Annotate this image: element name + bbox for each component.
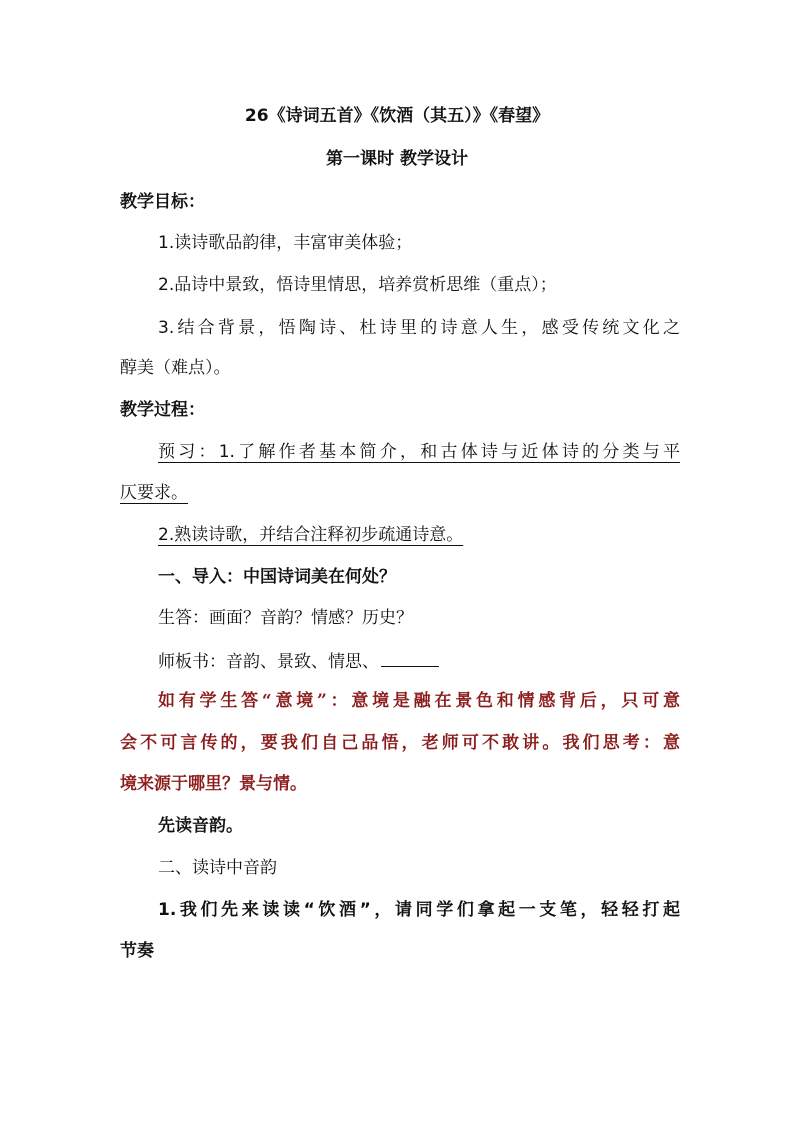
note-line-3: 境来源于哪里？景与情。 xyxy=(120,774,307,794)
document-title: 26《诗词五首》《饮酒（其五）》《春望》 xyxy=(244,106,550,126)
note-line-2: 会不可言传的，要我们自己品悟，老师可不敢讲。我们思考：意 xyxy=(120,733,680,753)
section1-heading: 一、导入：中国诗词美在何处？ xyxy=(158,567,396,587)
objective-item-3: 3.结合背景，悟陶诗、杜诗里的诗意人生，感受传统文化之 xyxy=(158,318,680,338)
objective-item-3-continued: 醇美（难点）。 xyxy=(120,358,231,378)
note-line-1: 如有学生答“意境”：意境是融在景色和情感背后，只可意 xyxy=(158,691,680,711)
objective-item-1: 1.读诗歌品韵律，丰富审美体验； xyxy=(158,233,413,253)
student-answer: 生答：画面？音韵？情感？历史？ xyxy=(158,608,413,628)
section2-step1-line-1: 1.我们先来读读“饮酒”，请同学们拿起一支笔，轻轻打起 xyxy=(158,900,680,920)
teacher-board-text: 师板书：音韵、景致、情思、 xyxy=(158,652,379,672)
next-step: 先读音韵。 xyxy=(158,816,243,836)
preview-line-1-continued xyxy=(120,481,680,505)
preview-line-1: 预习：1.了解作者基本简介，和古体诗与近体诗的分类与平 xyxy=(158,442,680,462)
document-subtitle: 第一课时 教学设计 xyxy=(326,149,468,169)
objective-item-2: 2.品诗中景致，悟诗里情思，培养赏析思维（重点）； xyxy=(158,275,557,295)
process-heading: 教学过程： xyxy=(120,400,205,420)
preview-line-1-continued-text: 仄要求。 xyxy=(120,483,188,503)
teacher-board xyxy=(158,648,680,674)
preview-line-2 xyxy=(158,523,680,547)
preview-line-2-text: 2.熟读诗歌，并结合注释初步疏通诗意。 xyxy=(158,525,464,545)
fill-in-blank xyxy=(381,648,439,667)
section2-step1-line-2: 节奏 xyxy=(120,941,154,961)
section2-heading: 二、读诗中音韵 xyxy=(158,858,277,878)
objectives-heading: 教学目标： xyxy=(120,192,205,212)
